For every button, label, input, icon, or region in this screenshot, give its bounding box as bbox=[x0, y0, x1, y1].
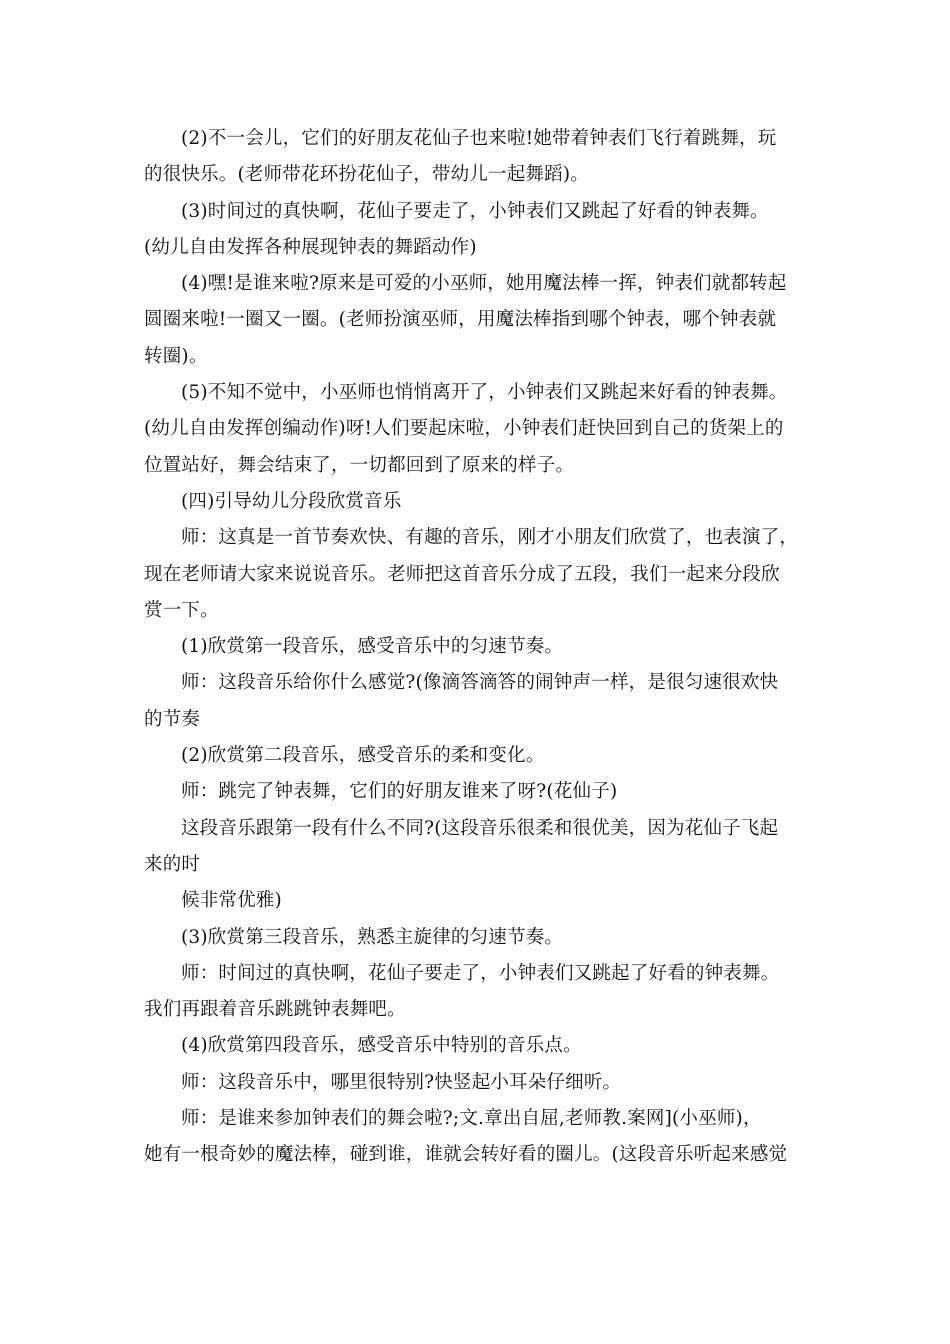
paragraph-line: 的很快乐。(老师带花环扮花仙子，带幼儿一起舞蹈)。 bbox=[144, 164, 589, 186]
paragraph-line: (4)嘿!是谁来啦?原来是可爱的小巫师，她用魔法棒一挥，钟表们就都转起 bbox=[181, 273, 787, 295]
paragraph-line: (幼儿自由发挥创编动作)呀!人们要起床啦，小钟表们赶快回到自己的货架上的 bbox=[144, 418, 784, 440]
paragraph-line: 我们再跟着音乐跳跳钟表舞吧。 bbox=[144, 999, 406, 1021]
paragraph-line: (5)不知不觉中，小巫师也悄悄离开了，小钟表们又跳起来好看的钟表舞。 bbox=[181, 382, 788, 404]
paragraph-line: 师：跳完了钟表舞，它们的好朋友谁来了呀?(花仙子) bbox=[181, 781, 618, 803]
paragraph-line: 位置站好，舞会结束了，一切都回到了原来的样子。 bbox=[144, 454, 575, 476]
paragraph-line: 这段音乐跟第一段有什么不同?(这段音乐很柔和很优美，因为花仙子飞起 bbox=[181, 817, 779, 839]
paragraph-line: (1)欣赏第一段音乐，感受音乐中的匀速节奏。 bbox=[181, 636, 564, 658]
paragraph-line: 的节奏 bbox=[144, 708, 201, 730]
paragraph-line: 赏一下。 bbox=[144, 599, 219, 621]
document-body bbox=[144, 121, 806, 1174]
paragraph-line: 转圈)。 bbox=[144, 345, 208, 367]
paragraph-line: (4)欣赏第四段音乐，感受音乐中特别的音乐点。 bbox=[181, 1035, 582, 1057]
paragraph-line: 师：这段音乐给你什么感觉?(像滴答滴答的闹钟声一样，是很匀速很欢快 bbox=[181, 672, 779, 694]
paragraph-line: (2)欣赏第二段音乐，感受音乐的柔和变化。 bbox=[181, 745, 545, 767]
paragraph-line: (幼儿自由发挥各种展现钟表的舞蹈动作) bbox=[144, 236, 477, 258]
paragraph-line: 候非常优雅) bbox=[181, 890, 282, 912]
paragraph-line: 圆圈来啦!一圈又一圈。(老师扮演巫师，用魔法棒指到哪个钟表，哪个钟表就 bbox=[144, 309, 777, 331]
paragraph-line: (2)不一会儿，它们的好朋友花仙子也来啦!她带着钟表们飞行着跳舞，玩 bbox=[181, 128, 777, 149]
paragraph-line: (3)时间过的真快啊，花仙子要走了，小钟表们又跳起了好看的钟表舞。 bbox=[181, 200, 769, 222]
paragraph-line: 师：时间过的真快啊，花仙子要走了，小钟表们又跳起了好看的钟表舞。 bbox=[181, 962, 780, 984]
paragraph-line: (3)欣赏第三段音乐，熟悉主旋律的匀速节奏。 bbox=[181, 926, 564, 948]
paragraph-line: 师：是谁来参加钟表们的舞会啦?;文.章出自屈,老师教.案网](小巫师)， bbox=[181, 1108, 762, 1130]
paragraph-line: 来的时 bbox=[144, 853, 201, 875]
section-heading: (四)引导幼儿分段欣赏音乐 bbox=[181, 490, 402, 512]
paragraph-line: 师：这段音乐中，哪里很特别?快竖起小耳朵仔细听。 bbox=[181, 1071, 622, 1093]
paragraph-line: 现在老师请大家来说说音乐。老师把这首音乐分成了五段，我们一起来分段欣 bbox=[144, 563, 780, 585]
paragraph-line: 师：这真是一首节奏欢快、有趣的音乐，刚才小朋友们欣赏了，也表演了， bbox=[181, 527, 799, 549]
paragraph-line: 她有一根奇妙的魔法棒，碰到谁，谁就会转好看的圈儿。(这段音乐听起来感觉 bbox=[144, 1144, 788, 1166]
